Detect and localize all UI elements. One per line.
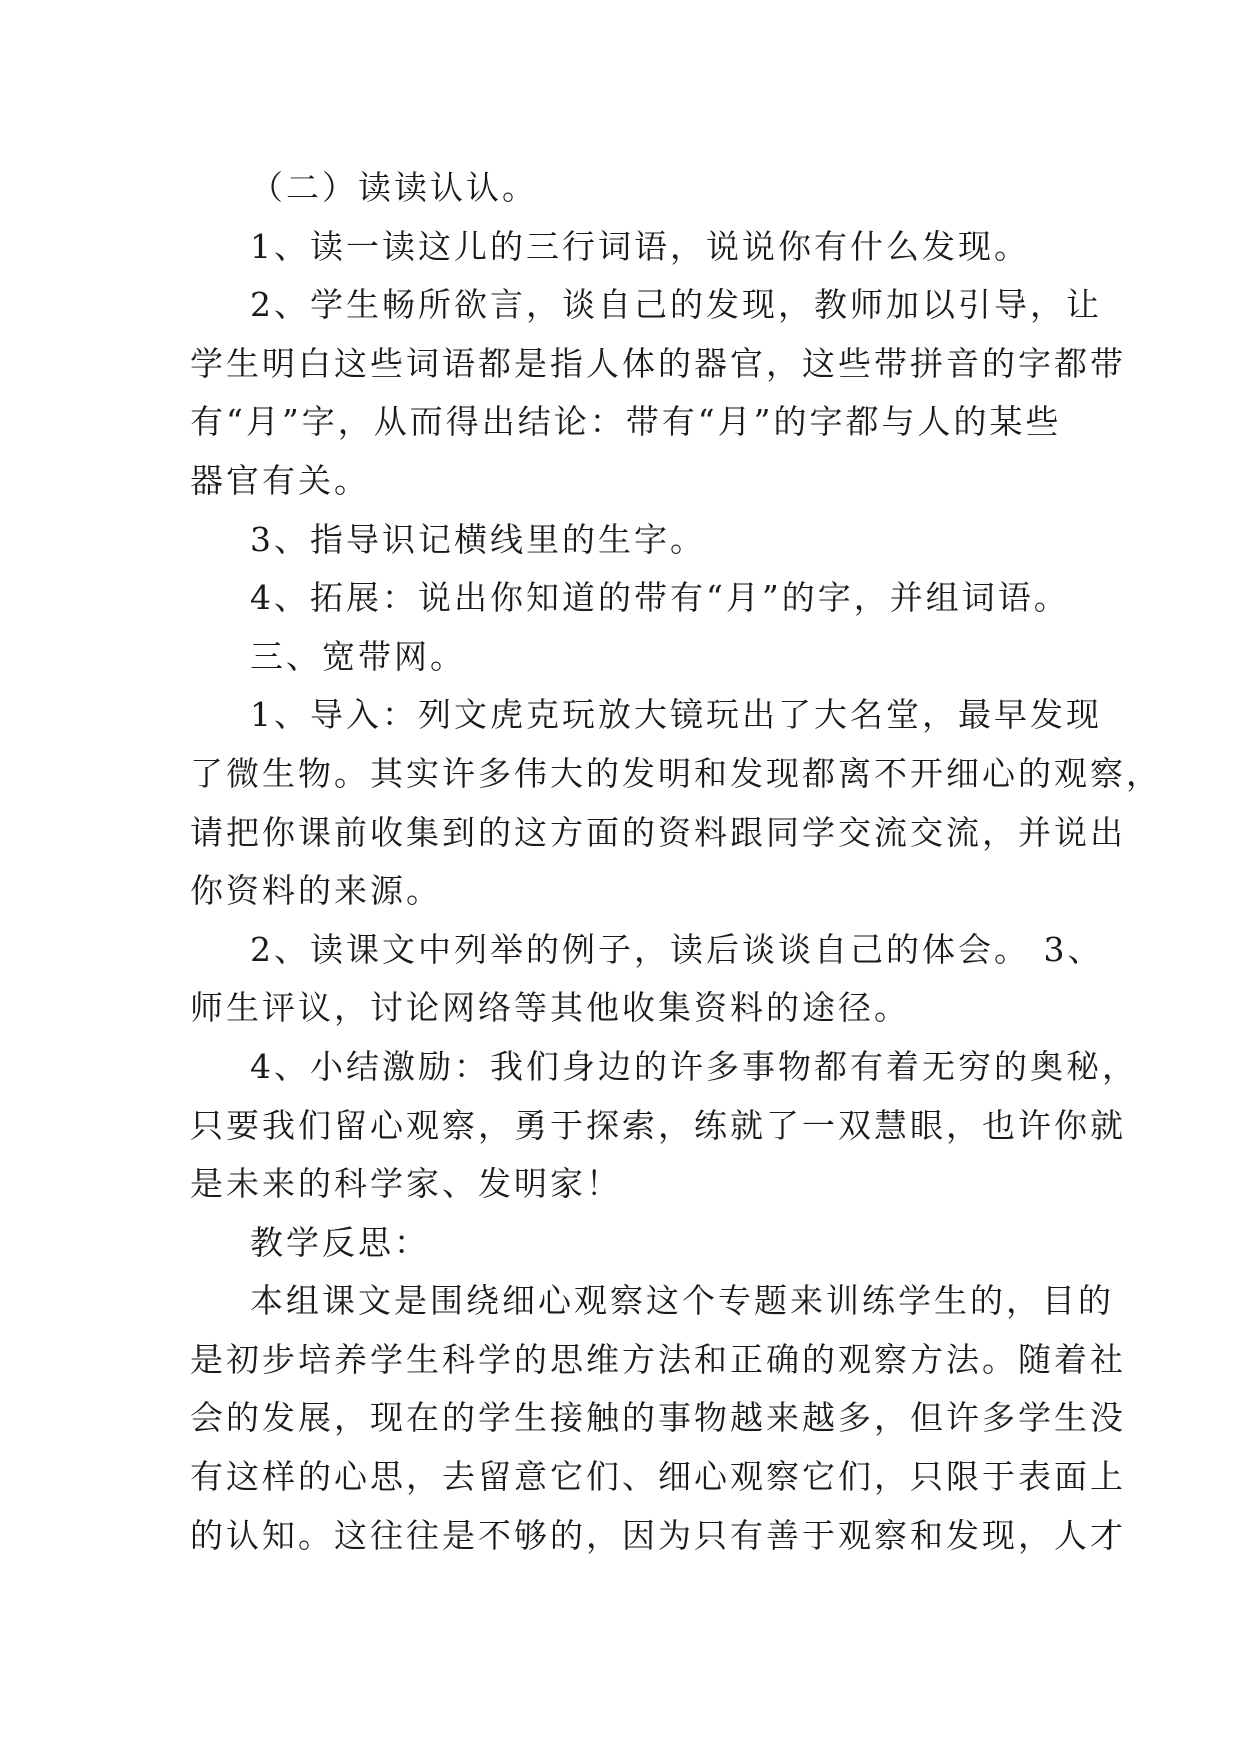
paragraph-line: 3、指导识记横线里的生字。 <box>250 519 706 559</box>
paragraph-line: 是未来的科学家、发明家！ <box>190 1164 622 1204</box>
paragraph-line: 的认知。这往往是不够的，因为只有善于观察和发现，人才 <box>190 1515 1126 1555</box>
paragraph-line: 2、学生畅所欲言，谈自己的发现，教师加以引导，让 <box>250 285 1102 325</box>
paragraph-line: 器官有关。 <box>190 460 370 500</box>
section-heading-read-and-recognize: （二）读读认认。 <box>250 168 538 207</box>
paragraph-line: 4、拓展：说出你知道的带有“月”的字，并组词语。 <box>250 578 1070 618</box>
paragraph-line: 请把你课前收集到的这方面的资料跟同学交流交流，并说出 <box>190 812 1126 852</box>
paragraph-line: 会的发展，现在的学生接触的事物越来越多，但许多学生没 <box>190 1398 1126 1438</box>
section-heading-broadband: 三、宽带网。 <box>250 636 466 676</box>
paragraph-line: 有“月”字，从而得出结论：带有“月”的字都与人的某些 <box>190 402 1062 442</box>
document-body <box>190 159 1162 1565</box>
paragraph-line: 师生评议，讨论网络等其他收集资料的途径。 <box>190 988 910 1028</box>
paragraph-line: 2、读课文中列举的例子，读后谈谈自己的体会。 3、 <box>250 929 1104 969</box>
paragraph-line: 只要我们留心观察，勇于探索，练就了一双慧眼，也许你就 <box>190 1105 1126 1145</box>
section-heading-teaching-reflection: 教学反思： <box>250 1222 430 1262</box>
paragraph-line: 1、导入：列文虎克玩放大镜玩出了大名堂，最早发现 <box>250 695 1102 735</box>
paragraph-line: 是初步培养学生科学的思维方法和正确的观察方法。随着社 <box>190 1339 1126 1379</box>
paragraph-line: 学生明白这些词语都是指人体的器官，这些带拼音的字都带 <box>190 343 1126 383</box>
paragraph-line: 有这样的心思，去留意它们、细心观察它们，只限于表面上 <box>190 1457 1126 1497</box>
paragraph-line: 了微生物。其实许多伟大的发明和发现都离不开细心的观察， <box>190 753 1162 793</box>
paragraph-line: 本组课文是围绕细心观察这个专题来训练学生的，目的 <box>250 1281 1114 1321</box>
paragraph-line: 你资料的来源。 <box>190 871 442 911</box>
paragraph-line: 4、小结激励：我们身边的许多事物都有着无穷的奥秘， <box>250 1046 1138 1086</box>
paragraph-line: 1、读一读这儿的三行词语，说说你有什么发现。 <box>250 226 1030 266</box>
